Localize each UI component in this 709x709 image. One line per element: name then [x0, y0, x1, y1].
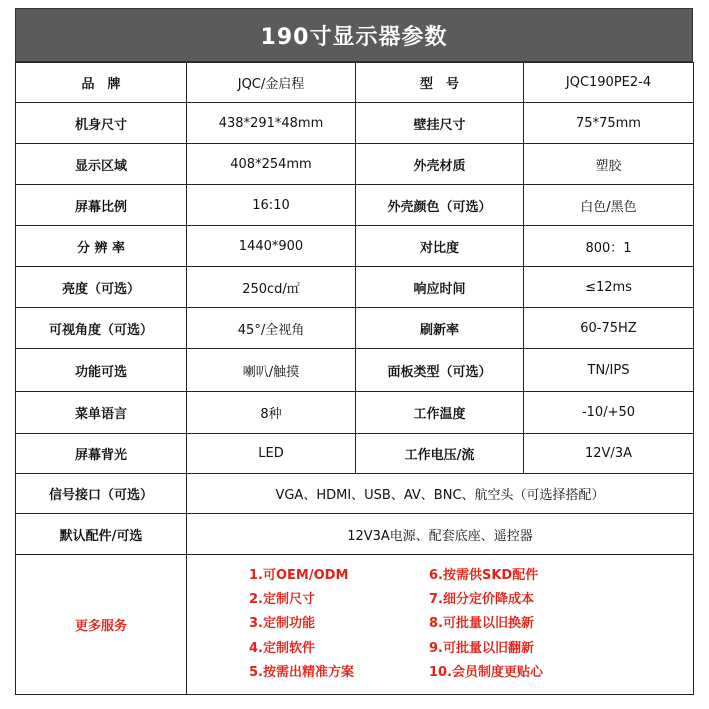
table-row — [16, 349, 694, 392]
spec-label: 响应时间 — [356, 267, 524, 308]
spec-label: 菜单语言 — [16, 392, 187, 434]
spec-label: 外壳颜色（可选） — [356, 185, 524, 226]
spec-value: TN/IPS — [524, 349, 694, 392]
spec-value: 800：1 — [524, 226, 694, 267]
spec-label: 机身尺寸 — [16, 103, 187, 144]
spec-value: ≤12ms — [524, 267, 694, 308]
table-row — [16, 474, 694, 514]
spec-value: JQC190PE2-4 — [524, 63, 694, 103]
spec-label: 壁挂尺寸 — [356, 103, 524, 144]
spec-label: 默认配件/可选 — [16, 514, 187, 555]
spec-label: 信号接口（可选） — [16, 474, 187, 514]
spec-label: 屏幕比例 — [16, 185, 187, 226]
spec-label: 屏幕背光 — [16, 434, 187, 474]
service-item: 5.按需出精准方案 — [249, 665, 354, 681]
spec-value-wide: 12V3A电源、配套底座、遥控器 — [187, 514, 694, 555]
spec-value: 250cd/㎡ — [187, 267, 356, 308]
spec-value: 16:10 — [187, 185, 356, 226]
table-row — [16, 144, 694, 185]
spec-value: 喇叭/触摸 — [187, 349, 356, 392]
spec-label: 工作温度 — [356, 392, 524, 434]
service-item: 1.可OEM/ODM — [249, 567, 349, 583]
services-row — [16, 555, 694, 695]
spec-label: 外壳材质 — [356, 144, 524, 185]
spec-label: 功能可选 — [16, 349, 187, 392]
spec-label: 亮度（可选） — [16, 267, 187, 308]
spec-value: JQC/金启程 — [187, 63, 356, 103]
spec-label: 面板类型（可选） — [356, 349, 524, 392]
spec-value: 60-75HZ — [524, 308, 694, 349]
spec-value: 白色/黑色 — [524, 185, 694, 226]
table-row — [16, 103, 694, 144]
services-column-right — [429, 564, 609, 686]
spec-label: 工作电压/流 — [356, 434, 524, 474]
table-row — [16, 392, 694, 434]
spec-label: 分 辨 率 — [16, 226, 187, 267]
service-item: 10.会员制度更贴心 — [429, 665, 544, 681]
spec-label: 型 号 — [356, 63, 524, 103]
service-item: 6.按需供SKD配件 — [429, 567, 539, 583]
table-row — [16, 308, 694, 349]
spec-label: 刷新率 — [356, 308, 524, 349]
services-list — [187, 555, 694, 695]
spec-label: 对比度 — [356, 226, 524, 267]
spec-value-wide: VGA、HDMI、USB、AV、BNC、航空头（可选择搭配） — [187, 474, 694, 514]
table-row — [16, 514, 694, 555]
spec-value: 75*75mm — [524, 103, 694, 144]
spec-label: 显示区域 — [16, 144, 187, 185]
spec-value: 1440*900 — [187, 226, 356, 267]
spec-label: 可视角度（可选） — [16, 308, 187, 349]
service-item: 9.可批量以旧翻新 — [429, 640, 534, 656]
spec-value: 438*291*48mm — [187, 103, 356, 144]
spec-value: 408*254mm — [187, 144, 356, 185]
spec-value: 45°/全视角 — [187, 308, 356, 349]
table-row — [16, 226, 694, 267]
table-row — [16, 267, 694, 308]
page-title: 190寸显示器参数 — [15, 8, 693, 62]
spec-value: 塑胶 — [524, 144, 694, 185]
spec-label: 品 牌 — [16, 63, 187, 103]
services-label: 更多服务 — [16, 555, 187, 695]
spec-sheet — [15, 8, 693, 695]
service-item: 7.细分定价降成本 — [429, 591, 534, 607]
table-row — [16, 185, 694, 226]
spec-value: 12V/3A — [524, 434, 694, 474]
table-row — [16, 434, 694, 474]
service-item: 3.定制功能 — [249, 616, 315, 632]
table-row — [16, 63, 694, 103]
service-item: 4.定制软件 — [249, 640, 315, 656]
spec-value: LED — [187, 434, 356, 474]
spec-table — [15, 62, 694, 695]
service-item: 8.可批量以旧换新 — [429, 616, 534, 632]
spec-value: 8种 — [187, 392, 356, 434]
services-column-left — [249, 564, 429, 686]
spec-value: -10/+50 — [524, 392, 694, 434]
service-item: 2.定制尺寸 — [249, 591, 315, 607]
